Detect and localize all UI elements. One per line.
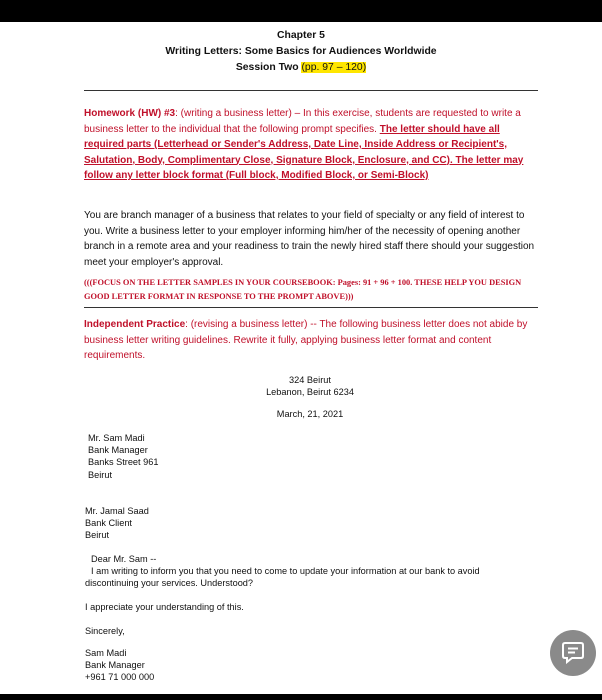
bottom-bar — [0, 694, 602, 700]
address-line-2: Lebanon, Beirut 6234 — [266, 387, 354, 398]
signature-name: Sam Madi — [85, 648, 127, 658]
homework-paragraph — [84, 106, 540, 184]
recipient-block — [85, 505, 285, 542]
address-line-1: 324 Beirut — [289, 375, 331, 385]
signature-phone: +961 71 000 000 — [85, 672, 155, 683]
letter-close: Sincerely, — [85, 626, 125, 636]
recipient-title: Bank Client — [85, 518, 132, 529]
practice-paragraph — [84, 317, 540, 364]
recipient-city: Beirut — [85, 530, 110, 541]
letter-body — [85, 565, 525, 589]
letter-appreciation: I appreciate your understanding of this. — [85, 602, 244, 612]
letter-date: March, 21, 2021 — [276, 409, 344, 419]
sender-name: Mr. Sam Madi — [88, 433, 145, 443]
focus-note: (((FOCUS ON THE LETTER SAMPLES IN YOUR COURSEBOOK: Pages: 91 + 96 + 100. THESE HELP YOU DESIGN GOOD LETTER FORMAT IN RESPONSE TO THE PROMPT ABOVE))) — [84, 278, 522, 301]
session-line — [0, 60, 602, 76]
signature-title: Bank Manager — [85, 660, 145, 671]
document-page — [0, 22, 602, 694]
page-range: (pp. 97 – 120) — [301, 62, 367, 73]
sender-title: Bank Manager — [88, 445, 148, 456]
letter-salutation: Dear Mr. Sam -- — [91, 554, 157, 564]
letter-body-text: I am writing to inform you that you need to come to update your information at our bank to avoid discontinuing your services. Understood? — [85, 566, 480, 589]
chat-button[interactable] — [550, 630, 596, 676]
practice-text: : (revising a business letter) -- The following business letter does not abide by business letter writing guidelines. Rewrite it fully, applying business letter format and content requirements. — [84, 319, 528, 361]
session-label: Session Two — [235, 62, 299, 73]
header-divider — [84, 90, 538, 91]
homework-requirements: The letter should have all required parts (Letterhead or Sender's Address, Date Line, Inside Address or Recipient's, Salutation, Body, Complimentary Close, Signature Block, Enclosure, and CC). The letter may follow any letter block format (Full block, Modified Block, or Semi-Block) — [84, 123, 524, 181]
sender-city: Beirut — [88, 469, 113, 480]
homework-intro: : (writing a business letter) – In this exercise, students are requested to write a business letter to the individual that the following prompt specifies. — [84, 108, 521, 135]
document-header — [0, 28, 602, 76]
practice-label: Independent Practice — [84, 319, 186, 330]
sender-block — [88, 432, 288, 481]
chapter-subtitle: Writing Letters: Some Basics for Audiences Worldwide — [165, 46, 437, 57]
chapter-title: Chapter 5 — [277, 30, 325, 41]
section-divider — [84, 307, 538, 308]
top-bar — [0, 0, 602, 22]
homework-prompt: You are branch manager of a business that relates to your field of specialty or any field of interest to you. Write a business letter to your employer informing him/her of the necessity of opening another branch in a remote area and your readiness to train the newly hired staff there should your suggestion meet your employer's approval. — [84, 210, 535, 268]
recipient-name: Mr. Jamal Saad — [85, 506, 149, 516]
letter-letterhead — [210, 374, 410, 398]
chat-bubble-icon — [559, 639, 587, 667]
sender-street: Banks Street 961 — [88, 457, 159, 468]
signature-block — [85, 647, 285, 684]
homework-label: Homework (HW) #3 — [84, 108, 176, 119]
